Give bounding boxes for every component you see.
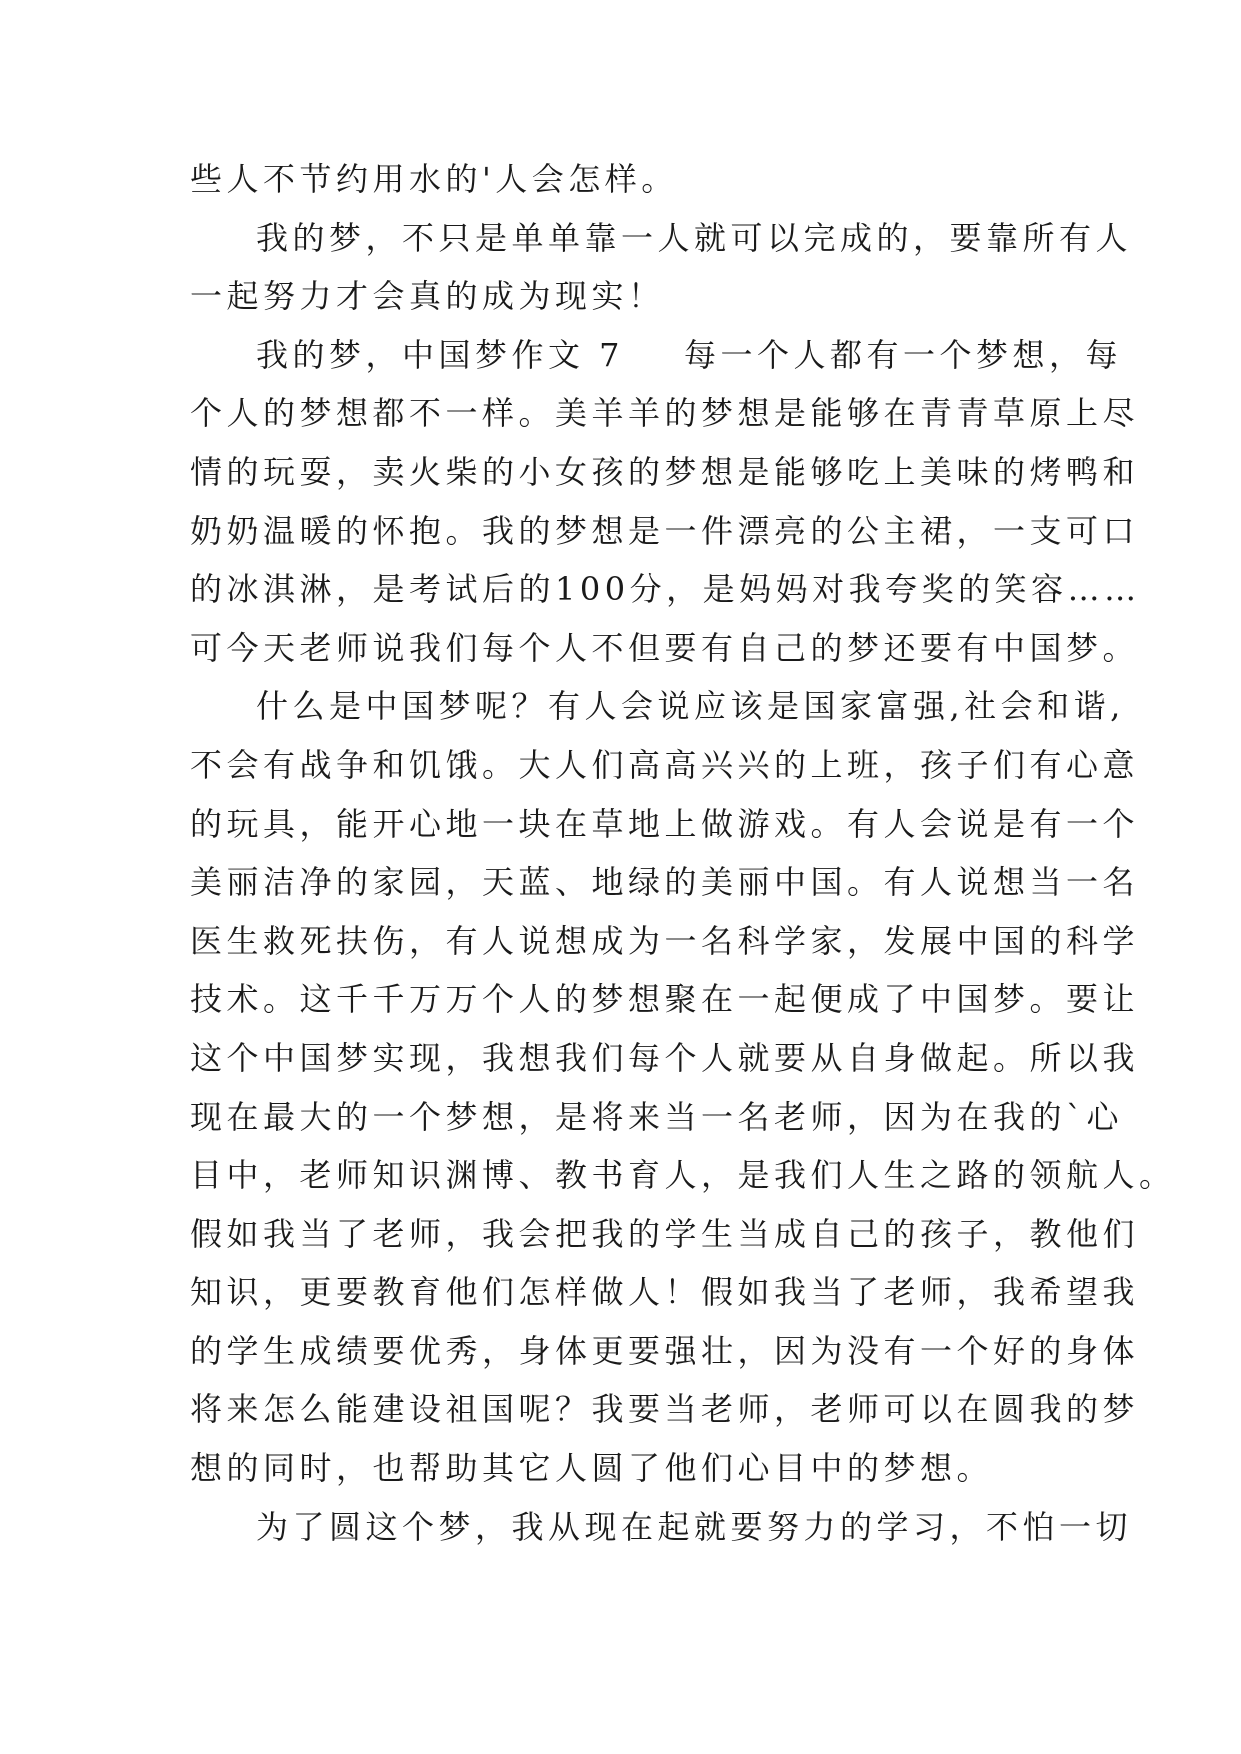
text-line: 技术。这千千万万个人的梦想聚在一起便成了中国梦。要让 bbox=[190, 980, 1140, 1019]
text-line: 个人的梦想都不一样。美羊羊的梦想是能够在青青草原上尽 bbox=[190, 394, 1140, 433]
text-line: 的冰淇淋，是考试后的100分，是妈妈对我夸奖的笑容…… bbox=[190, 570, 1141, 609]
text-line bbox=[190, 326, 1123, 385]
text-line: 我的梦，不只是单单靠一人就可以完成的，要靠所有人 bbox=[256, 218, 1133, 257]
text-line: 美丽洁净的家园，天蓝、地绿的美丽中国。有人说想当一名 bbox=[190, 863, 1140, 902]
text-line: 医生救死扶伤，有人说想成为一名科学家，发展中国的科学 bbox=[190, 921, 1140, 960]
text-line: 奶奶温暖的怀抱。我的梦想是一件漂亮的公主裙，一支可口 bbox=[190, 511, 1140, 550]
text-line: 的学生成绩要优秀，身体更要强壮，因为没有一个好的身体 bbox=[190, 1331, 1140, 1370]
text-line: 一起努力才会真的成为现实！ bbox=[190, 277, 665, 316]
essay-heading: 我的梦，中国梦作文 7 bbox=[256, 335, 625, 374]
text-line: 为了圆这个梦，我从现在起就要努力的学习，不怕一切 bbox=[256, 1507, 1133, 1546]
text-line: 知识，更要教育他们怎样做人！假如我当了老师，我希望我 bbox=[190, 1273, 1140, 1312]
text-line: 现在最大的一个梦想，是将来当一名老师，因为在我的`心 bbox=[190, 1097, 1124, 1136]
text-line: 想的同时，也帮助其它人圆了他们心目中的梦想。 bbox=[190, 1449, 994, 1488]
text-line: 可今天老师说我们每个人不但要有自己的梦还要有中国梦。 bbox=[190, 628, 1140, 667]
text-line: 目中，老师知识渊博、教书育人，是我们人生之路的领航人。 bbox=[190, 1156, 1176, 1195]
text-line: 假如我当了老师，我会把我的学生当成自己的孩子，教他们 bbox=[190, 1214, 1140, 1253]
text-line: 的玩具，能开心地一块在草地上做游戏。有人会说是有一个 bbox=[190, 804, 1140, 843]
document-body bbox=[190, 150, 1176, 1556]
text-line: 些人不节约用水的'人会怎样。 bbox=[190, 160, 678, 198]
text-line: 什么是中国梦呢？有人会说应该是国家富强,社会和谐, bbox=[256, 687, 1125, 726]
text-line: 这个中国梦实现，我想我们每个人就要从自身做起。所以我 bbox=[190, 1038, 1140, 1077]
text-line: 不会有战争和饥饿。大人们高高兴兴的上班，孩子们有心意 bbox=[190, 745, 1140, 784]
text-line: 情的玩耍，卖火柴的小女孩的梦想是能够吃上美味的烤鸭和 bbox=[190, 452, 1140, 491]
text-line: 将来怎么能建设祖国呢？我要当老师，老师可以在圆我的梦 bbox=[190, 1390, 1140, 1429]
text-segment: 每一个人都有一个梦想，每 bbox=[684, 335, 1123, 374]
